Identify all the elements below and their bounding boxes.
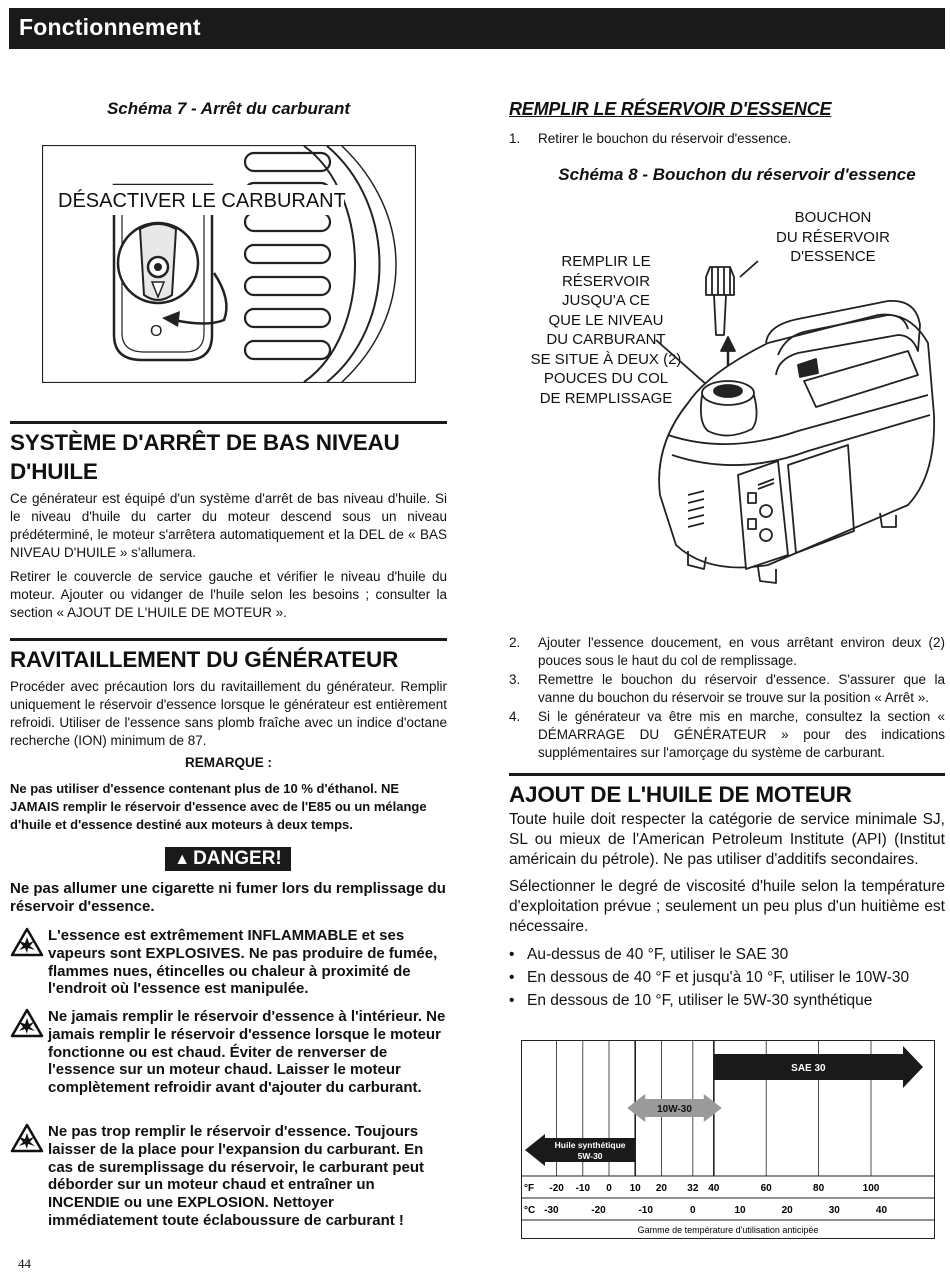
- warning-text: L'essence est extrêmement INFLAMMABLE et ses vapeurs sont EXPLOSIVES. Ne pas produire de fumée, flammes nues, étincelles ou chaleur à proximité de l'endroit où l'essence est manipulée.: [48, 927, 438, 998]
- remarque-text: Ne pas utiliser d'essence contenant plus de 10 % d'éthanol. NE JAMAIS remplir le réservoir d'essence avec de l'E85 ou un mélange d'huile et d'essence destiné aux moteurs à deux temps.: [10, 781, 427, 832]
- explosion-hazard-icon: [10, 1123, 44, 1153]
- celsius-tick-label: 30: [828, 1205, 840, 1216]
- warning-item: [10, 927, 447, 999]
- fig8-fill-label-line: QUE LE NIVEAU: [548, 311, 664, 329]
- fig8-fill-label-line: SE SITUE À DEUX (2): [530, 350, 682, 368]
- step-number: 4.: [509, 709, 521, 724]
- page-number: 44: [18, 1256, 31, 1271]
- celsius-tick-label: 0: [690, 1205, 696, 1216]
- section-title-add-oil: AJOUT DE L'HUILE DE MOTEUR: [509, 782, 852, 807]
- add-oil-paragraph-1: Toute huile doit respecter la catégorie de service minimale SJ, SL ou mieux de l'American Petroleum Institute (API) (Institut américain du pétrole). Ne pas utiliser d'additifs secondaires.: [509, 811, 945, 868]
- remarque-label: REMARQUE :: [185, 755, 272, 770]
- section-title-line: D'HUILE: [10, 459, 98, 484]
- 10w30-range-label: 10W-30: [657, 1104, 692, 1115]
- warning-item: [10, 1008, 447, 1114]
- section-rule: [10, 638, 447, 641]
- explosion-hazard-icon: [10, 1008, 44, 1038]
- figure-7-fuel-shutoff: [42, 145, 416, 383]
- step-number: 2.: [509, 635, 521, 650]
- section-rule: [509, 773, 945, 776]
- oil-viscosity-chart: [521, 1040, 935, 1239]
- step-number: 3.: [509, 672, 521, 687]
- section-rule: [10, 421, 447, 424]
- celsius-tick-label: 20: [781, 1205, 793, 1216]
- section-title-refueling: RAVITAILLEMENT DU GÉNÉRATEUR: [10, 647, 399, 672]
- 5w30-range-label-line1: Huile synthétique: [554, 1140, 626, 1150]
- warning-triangle-icon: ▲: [174, 851, 191, 868]
- fig7-label: DÉSACTIVER LE CARBURANT: [58, 190, 346, 212]
- low-oil-paragraph-1: Ce générateur est équipé d'un système d'arrêt de bas niveau d'huile. Si le niveau d'huile du carter du moteur descend sous un niveau prédéterminé, le moteur s'arrêtera automatiquement et la DEL de « BAS NIVEAU D'HUILE » s'allumera.: [10, 491, 447, 560]
- danger-lead-text: Ne pas allumer une cigarette ni fumer lors du remplissage du réservoir d'essence.: [10, 880, 446, 915]
- fig8-fill-label-line: POUCES DU COL: [543, 370, 669, 387]
- fig8-fill-label-line: RÉSERVOIR: [561, 272, 651, 290]
- bullet-dot: •: [509, 969, 515, 986]
- step-text: Remettre le bouchon du réservoir d'essence. S'assurer que la vanne du bouchon du réservoir se trouve sur la position « Arrêt ».: [538, 672, 945, 705]
- explosion-hazard-icon: [10, 927, 44, 957]
- fahrenheit-tick-label: 80: [813, 1183, 825, 1194]
- figure-7-caption: Schéma 7 - Arrêt du carburant: [106, 99, 351, 118]
- subsection-title-fill-tank: REMPLIR LE RÉSERVOIR D'ESSENCE: [509, 99, 832, 119]
- fahrenheit-tick-label: 32: [687, 1183, 699, 1194]
- bullet-dot: •: [509, 946, 515, 963]
- 5w30-range-arrow: [525, 1134, 635, 1166]
- bullet-text: Au-dessus de 40 °F, utiliser le SAE 30: [527, 946, 789, 963]
- low-oil-paragraph-2: Retirer le couvercle de service gauche et vérifier le niveau d'huile du moteur. Ajouter ou vidanger de l'huile selon les besoins ; consulter la section « AJOUT DE L'HUILE DE MOTEUR ».: [10, 569, 447, 620]
- fahrenheit-row-label: °F: [524, 1183, 535, 1194]
- step-text: Ajouter l'essence doucement, en vous arrêtant environ deux (2) pouces sous le haut du col de remplissage.: [538, 635, 945, 668]
- bullet-dot: •: [509, 992, 515, 1009]
- fig8-fill-label-line: DU CARBURANT: [546, 331, 666, 348]
- step-text: Retirer le bouchon du réservoir d'essence.: [538, 131, 792, 146]
- figure-8-generator-fuel-cap: [648, 255, 940, 585]
- fahrenheit-tick-label: 0: [606, 1183, 612, 1194]
- celsius-tick-label: 10: [734, 1205, 746, 1216]
- chart-x-axis-label: Gamme de température d'utilisation anticipée: [637, 1225, 819, 1235]
- step-number: 1.: [509, 131, 521, 146]
- step-text: Si le générateur va être mis en marche, consultez la section « DÉMARRAGE DU GÉNÉRATEUR » pour des indications supplémentaires sur l'amorçage du système de carburant.: [538, 709, 945, 760]
- fahrenheit-tick-label: -10: [575, 1183, 591, 1194]
- fahrenheit-tick-label: -20: [549, 1183, 564, 1194]
- celsius-tick-label: 40: [875, 1205, 888, 1216]
- oil-viscosity-chart-svg: [521, 1040, 935, 1239]
- fig8-fill-label-line: JUSQU'A CE: [562, 292, 650, 309]
- header-bar: [9, 8, 945, 49]
- bullet-text: En dessous de 10 °F, utiliser le 5W-30 synthétique: [527, 992, 873, 1009]
- fig7-off-mark: O: [150, 323, 163, 340]
- refueling-paragraph: Procéder avec précaution lors du ravitaillement du générateur. Remplir uniquement le réservoir d'essence lorsque le générateur est entièrement refroidi. Utiliser de l'essence sans plomb fraîche avec un indice d'octane recherche (ION) minimum de 87.: [10, 679, 447, 748]
- celsius-tick-label: -30: [544, 1205, 559, 1216]
- fahrenheit-tick-label: 40: [708, 1183, 720, 1194]
- fahrenheit-tick-label: 20: [655, 1183, 667, 1194]
- fig8-fill-label-line: DE REMPLISSAGE: [539, 389, 673, 407]
- 5w30-range-label-line2: 5W-30: [577, 1151, 603, 1161]
- fig8-cap-label-line: DU RÉSERVOIR: [776, 228, 890, 246]
- celsius-tick-label: -10: [638, 1205, 653, 1216]
- fahrenheit-tick-label: 60: [760, 1183, 772, 1194]
- warning-text: Ne pas trop remplir le réservoir d'essence. Toujours laisser de la place pour l'expansion du carburant. En cas de suremplissage du réservoir, le carburant peut déborder sur un moteur chaud et entraîner un INCENDIE ou une EXPLOSION. Nettoyer immédiatement toute éclaboussure de carburant !: [48, 1123, 424, 1229]
- celsius-row-label: °C: [524, 1205, 536, 1216]
- warning-text: Ne jamais remplir le réservoir d'essence à l'intérieur. Ne jamais remplir le réservoir d'essence lorsque le moteur fonctionne ou est chaud. Éviter de renverser de l'essence sur un moteur chaud. Laisser le moteur complètement refroidir avant d'ajouter du carburant.: [48, 1008, 446, 1097]
- fahrenheit-tick-label: 10: [629, 1183, 641, 1194]
- section-title-low-oil: [10, 428, 400, 486]
- warning-item: [10, 1123, 447, 1247]
- danger-label: DANGER!: [193, 848, 282, 869]
- danger-badge: [165, 847, 291, 871]
- celsius-tick-label: -20: [591, 1205, 606, 1216]
- bullet-text: En dessous de 40 °F et jusqu'à 10 °F, utiliser le 10W-30: [527, 969, 910, 986]
- section-title-line: SYSTÈME D'ARRÊT DE BAS NIVEAU: [10, 430, 400, 455]
- fig8-cap-label-line: D'ESSENCE: [790, 248, 876, 265]
- figure-8-caption: Schéma 8 - Bouchon du réservoir d'essence: [558, 165, 916, 184]
- fig8-fill-label-line: REMPLIR LE: [561, 253, 651, 270]
- fahrenheit-tick-label: 100: [862, 1183, 880, 1194]
- add-oil-paragraph-2: Sélectionner le degré de viscosité d'huile selon la température d'exploitation prévue ; seulement un peu plus d'un huitième est nécessaire.: [509, 878, 945, 935]
- fig8-cap-label-line: BOUCHON: [794, 209, 872, 226]
- sae30-range-label: SAE 30: [791, 1063, 826, 1074]
- page-title: Fonctionnement: [19, 14, 201, 40]
